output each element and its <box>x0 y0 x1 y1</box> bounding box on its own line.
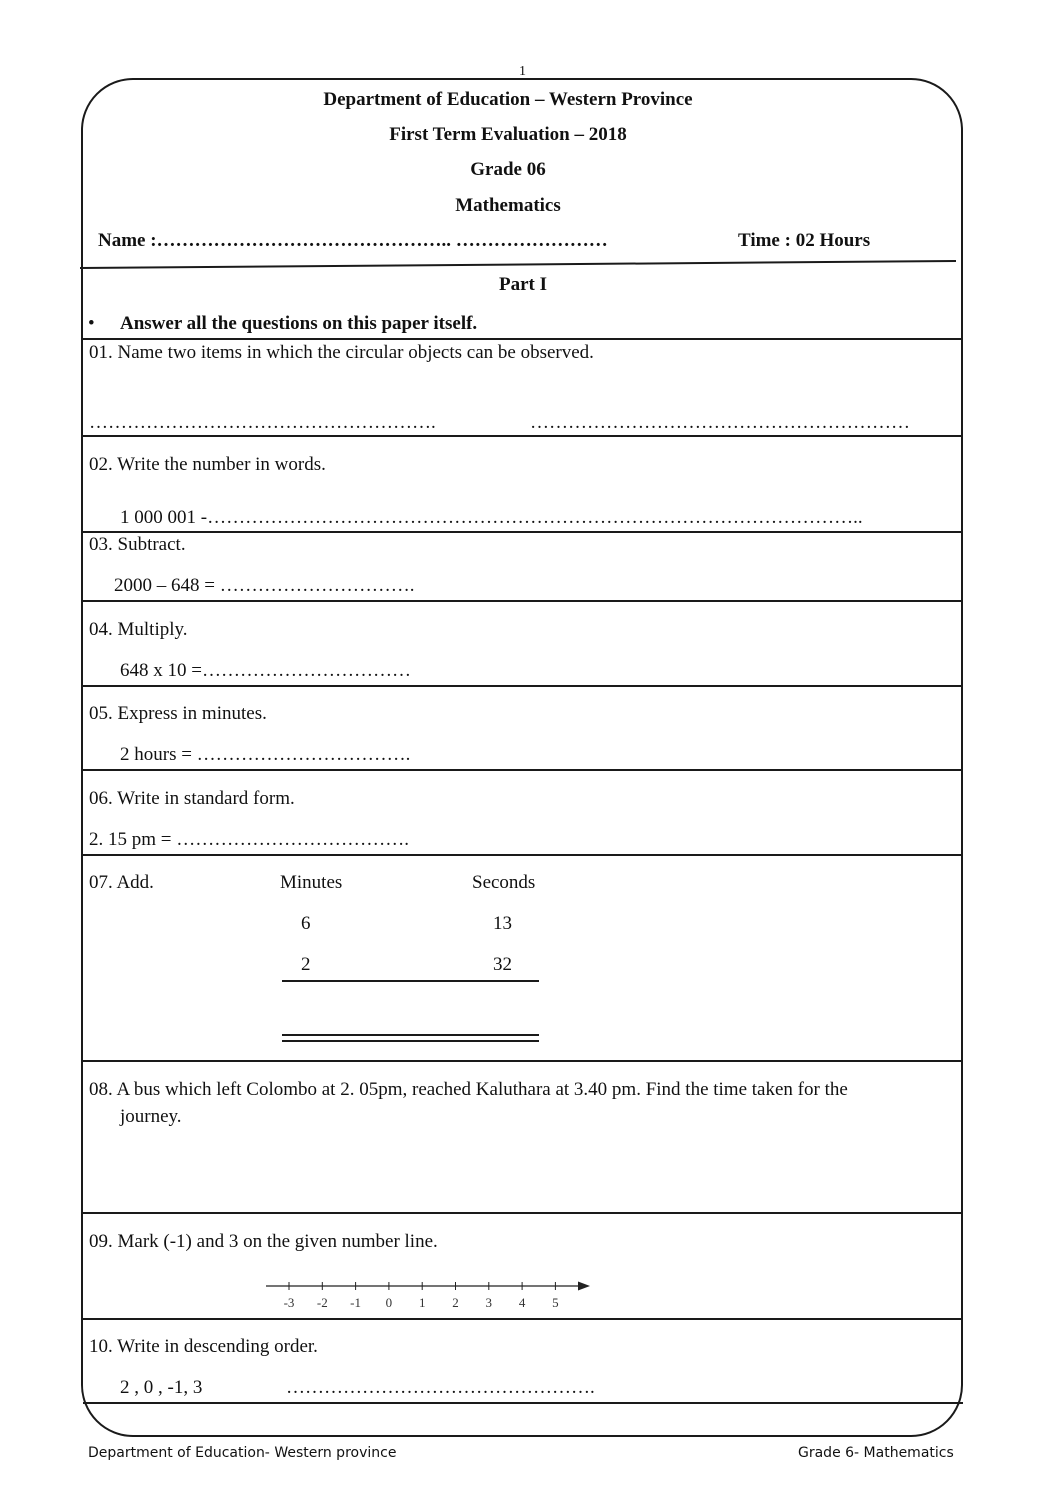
q7-answer-double-line[interactable] <box>282 1034 539 1042</box>
q2-answer-line[interactable]: 1 000 001 -………………………………………………………………………………………….. <box>120 507 863 528</box>
divider <box>83 1318 963 1320</box>
q1-answer-blank-b[interactable]: …………………………………………………… <box>530 412 910 433</box>
footer-right: Grade 6- Mathematics <box>798 1445 954 1461</box>
term-title: First Term Evaluation – 2018 <box>389 124 627 145</box>
number-line-tick-label: 4 <box>518 1295 526 1310</box>
divider <box>83 854 963 856</box>
q9-text: 09. Mark (-1) and 3 on the given number line. <box>89 1231 438 1252</box>
footer-left: Department of Education- Western province <box>88 1445 397 1461</box>
time-label: Time : 02 Hours <box>738 230 871 251</box>
number-line[interactable] <box>262 1276 597 1316</box>
divider <box>83 531 963 533</box>
part-title: Part I <box>498 274 547 295</box>
divider <box>83 1402 963 1404</box>
divider <box>83 338 963 340</box>
header-divider <box>80 258 960 272</box>
number-line-tick-label: -2 <box>316 1295 328 1310</box>
q7-row2-seconds: 32 <box>493 954 512 975</box>
subject-title: Mathematics <box>455 195 561 216</box>
number-line-tick-label: 2 <box>452 1295 459 1310</box>
q7-seconds-header: Seconds <box>472 872 536 893</box>
q7-row2-minutes: 2 <box>301 954 311 975</box>
q3-text: 03. Subtract. <box>89 534 186 555</box>
divider <box>83 1060 963 1062</box>
number-line-tick-label: 5 <box>552 1295 559 1310</box>
q10-values: 2 , 0 , -1, 3 <box>120 1377 203 1398</box>
q3-answer-line[interactable]: 2000 – 648 = …………………………. <box>114 575 415 596</box>
q7-minutes-header: Minutes <box>280 872 343 893</box>
q8-text-line1: 08. A bus which left Colombo at 2. 05pm, reached Kaluthara at 3.40 pm. Find the time taken for the <box>89 1079 848 1100</box>
instruction-bullet: • <box>88 313 95 334</box>
q5-answer-line[interactable]: 2 hours = ……………………………. <box>120 744 411 765</box>
q7-row1-seconds: 13 <box>493 913 512 934</box>
q4-answer-line[interactable]: 648 x 10 =…………………………… <box>120 660 411 681</box>
q10-text: 10. Write in descending order. <box>89 1336 318 1357</box>
q8-text-line2: journey. <box>120 1106 182 1127</box>
number-line-tick-label: 3 <box>485 1295 493 1310</box>
number-line-tick-label: 1 <box>418 1295 426 1310</box>
q7-row1-minutes: 6 <box>301 913 311 934</box>
q10-answer-blank[interactable]: …………………………………………. <box>286 1377 595 1398</box>
number-line-arrow <box>578 1282 590 1291</box>
q5-text: 05. Express in minutes. <box>89 703 267 724</box>
number-line-tick-label: 0 <box>385 1295 393 1310</box>
number-line-tick-label: -3 <box>283 1295 295 1310</box>
q6-answer-line[interactable]: 2. 15 pm = ………………………………. <box>89 829 409 850</box>
q4-text: 04. Multiply. <box>89 619 188 640</box>
divider <box>83 769 963 771</box>
divider <box>83 685 963 687</box>
q7-text: 07. Add. <box>89 872 154 893</box>
name-field[interactable]: Name :……………………………………….. …………………… <box>98 230 608 251</box>
page-number: 1 <box>519 64 526 79</box>
number-line-tick-label: -1 <box>350 1295 362 1310</box>
divider <box>83 1212 963 1214</box>
divider <box>83 600 963 602</box>
q1-answer-blank-a[interactable]: ………………………………………………. <box>89 412 436 433</box>
grade-title: Grade 06 <box>470 159 546 180</box>
instruction-text: Answer all the questions on this paper itself. <box>120 313 478 334</box>
q1-text: 01. Name two items in which the circular objects can be observed. <box>89 342 594 363</box>
q2-text: 02. Write the number in words. <box>89 454 326 475</box>
q7-sum-line <box>282 980 539 982</box>
q6-text: 06. Write in standard form. <box>89 788 295 809</box>
department-title: Department of Education – Western Province <box>323 89 693 110</box>
divider <box>83 435 963 437</box>
